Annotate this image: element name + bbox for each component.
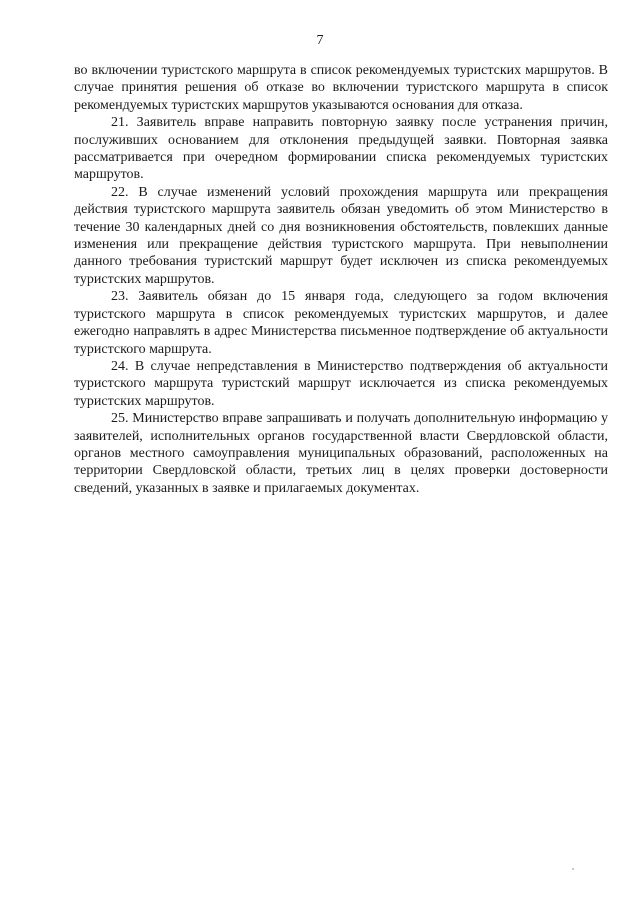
paragraph-25: 25. Министерство вправе запрашивать и получать дополнительную информацию у заявителей, исполнительных органов государственной власти Свердловской области, органов местного самоуправления муниципальных образований, расположенных на территории Свердловской области, третьих лиц в целях проверки достоверности сведений, указанных в заявке и прилагаемых документах.	[74, 411, 608, 496]
paragraph-23: 23. Заявитель обязан до 15 января года, следующего за годом включения туристского маршрута в список рекомендуемых туристских маршрутов, и далее ежегодно направлять в адрес Министерства письменное подтверждение об актуальности туристского маршрута.	[74, 289, 608, 357]
paragraph-continuation: во включении туристского маршрута в список рекомендуемых туристских маршрутов. В случае принятия решения об отказе во включении туристского маршрута в список рекомендуемых туристских маршрутов указываются основания для отказа.	[74, 63, 608, 113]
page-number: 7	[316, 33, 324, 48]
paragraph-21: 21. Заявитель вправе направить повторную заявку после устранения причин, послуживших основанием для отклонения предыдущей заявки. Повторная заявка рассматривается при очередном формировании списка рекомендуемых туристских маршрутов.	[74, 115, 608, 183]
paragraph-22: 22. В случае изменений условий прохождения маршрута или прекращения действия туристского маршрута заявитель обязан уведомить об этом Министерство в течение 30 календарных дней со дня возникновения обстоятельств, повлекших данные изменения или прекращение действия туристского маршрута. При невыполнении данного требования туристский маршрут будет исключен из списка рекомендуемых туристских маршрутов.	[74, 184, 608, 287]
document-body	[74, 62, 608, 497]
scan-speck	[572, 868, 574, 870]
paragraph-24: 24. В случае непредставления в Министерство подтверждения об актуальности туристского маршрута туристский маршрут исключается из списка рекомендуемых туристских маршрутов.	[74, 358, 608, 409]
